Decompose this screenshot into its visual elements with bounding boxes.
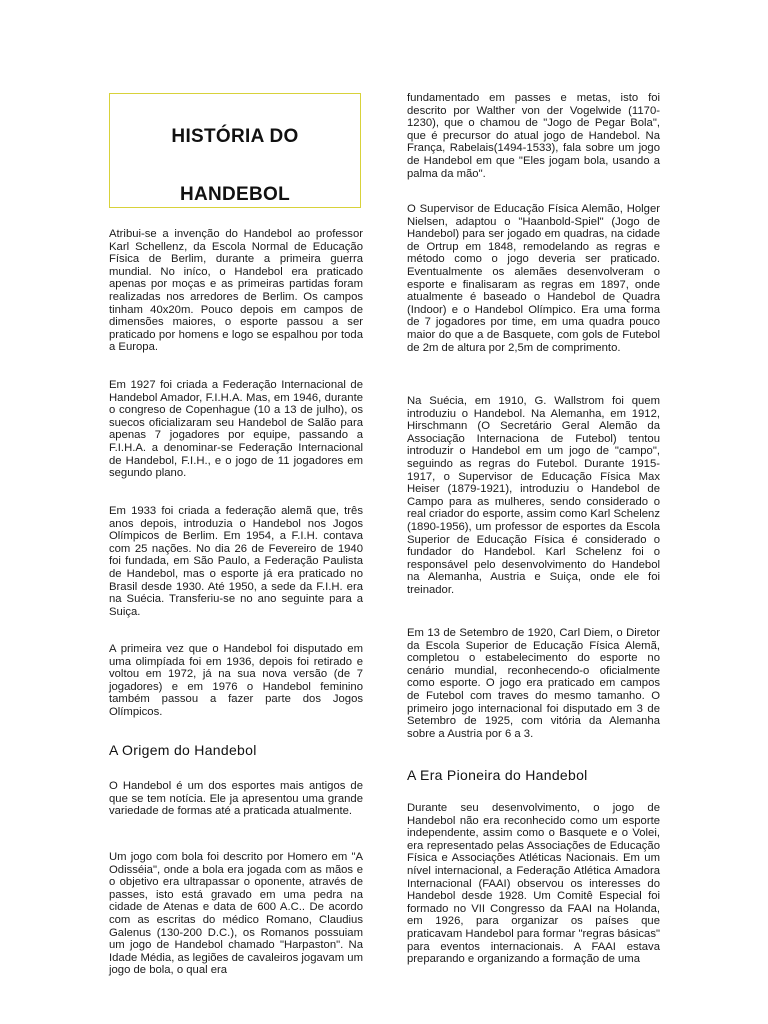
section-heading-era-pioneira: A Era Pioneira do Handebol bbox=[407, 767, 588, 783]
left-paragraph-1: Atribui-se a invenção do Handebol ao professor Karl Schellenz, da Escola Normal de Educação Física de Berlim, durante a primeira guerra mundial. No iníco, o Handebol era praticado apenas por moças e as primeiras partidas foram realizadas nos arredores de Berlim. Os campos tinham 40x20m. Pouco depois em campos de dimensões maiores, o esporte passou a ser praticado por homens e logo se espalhou por toda a Europa. bbox=[109, 228, 363, 354]
right-paragraph-2: O Supervisor de Educação Física Alemão, Holger Nielsen, adaptou o "Haanbold-Spiel" (Jogo de Handebol) para ser jogado em quadras, na cidade de Ortrup em 1848, remodelando as regras e método como o jogo deveria ser praticado. Eventualmente os alemães desenvolveram o esporte e finalisaram as regras em 1897, onde atualmente é baseado o Handebol de Quadra (Indoor) e o Handebol Olímpico. Era uma forma de 7 jogadores por time, em uma quadra pouco maior do que a de Basquete, com gols de Futebol de 2m de altura por 2,5m de comprimento. bbox=[407, 203, 660, 354]
right-paragraph-3: Na Suécia, em 1910, G. Wallstrom foi quem introduziu o Handebol. Na Alemanha, em 1912, Hirschmann (O Secretário Geral Alemão da Associação Internaciona de Futebol) tentou introduzir o Handebol em um jogo de "campo", seguindo as regras do Futebol. Durante 1915-1917, o Supervisor de Educação Física Max Heiser (1879-1921), introduziu o Handebol de Campo para as mulheres, sendo considerado o real criador do esporte, assim como Karl Schelenz (1890-1956), um professor de esportes da Escola Superior de Educação Física é considerado o fundador do Handebol. Karl Schelenz foi o responsável pelo desenvolvimento do Handebol na Alemanha, Austria e Suiça, onde ele foi treinador. bbox=[407, 395, 660, 596]
title-box bbox=[109, 93, 361, 208]
title-line-2: HANDEBOL bbox=[179, 184, 291, 205]
right-paragraph-1: fundamentado em passes e metas, isto foi descrito por Walther von der Vogelwide (1170-1230), que o chamou de "Jogo de Pegar Bola", que é precursor do atual jogo de Handebol. Na França, Rabelais(1494-1533), fala sobre um jogo de Handebol em que "Eles jogam bola, usando a palma da mão". bbox=[407, 92, 660, 180]
left-paragraph-5: O Handebol é um dos esportes mais antigos de que se tem notícia. Ele ja apresentou uma grande variedade de formas até a praticada atualmente. bbox=[109, 780, 363, 818]
left-paragraph-2: Em 1927 foi criada a Federação Internacional de Handebol Amador, F.I.H.A. Mas, em 1946, durante o congreso de Copenhague (10 a 13 de julho), os suecos oficializaram seu Handebol de Salão para apenas 7 jogadores por equipe, passando a F.I.H.A. a denominar-se Federação Internacional de Handebol, F.I.H., e o jogo de 11 jogadores em segundo plano. bbox=[109, 379, 363, 480]
right-paragraph-5: Durante seu desenvolvimento, o jogo de Handebol não era reconhecido como um esporte independente, assim como o Basquete e o Volei, era representado pelas Associações de Educação Física e Associações Atléticas Nacionais. Em um nível internacional, a Federação Atlética Amadora Internacional (FAAI) observou os interesses do Handebol desde 1928. Um Comitê Especial foi formado no VII Congresso da FAAI na Holanda, em 1926, para organizar os países que praticavam Handebol para formar "regras básicas" para eventos internacionais. A FAAI estava preparando e organizando a formação de uma bbox=[407, 802, 660, 966]
title-line-1: HISTÓRIA DO bbox=[171, 126, 299, 147]
section-heading-origem: A Origem do Handebol bbox=[109, 742, 257, 758]
left-paragraph-3: Em 1933 foi criada a federação alemã que, três anos depois, introduzia o Handebol nos Jogos Olímpicos de Berlim. Em 1954, a F.I.H. contava com 25 nações. No dia 26 de Fevereiro de 1940 foi fundada, em São Paulo, a Federação Paulista de Handebol, mas o esporte já era praticado no Brasil desde 1930. Até 1950, a sede da F.I.H. era na Suécia. Transferiu-se no ano seguinte para a Suiça. bbox=[109, 505, 363, 618]
left-paragraph-6: Um jogo com bola foi descrito por Homero em "A Odisséia", onde a bola era jogada com as mãos e o objetivo era ultrapassar o oponente, através de passes, isto está gravado em uma pedra na cidade de Atenas e data de 600 A.C.. De acordo com as escritas do médico Romano, Claudius Galenus (130-200 D.C.), os Romanos possuiam um jogo de Handebol chamado "Harpaston". Na Idade Média, as legiões de cavaleiros jogavam um jogo de bola, o qual era bbox=[109, 851, 363, 977]
right-paragraph-4: Em 13 de Setembro de 1920, Carl Diem, o Diretor da Escola Superior de Educação Física Alemã, completou o estabelecimento do esporte no cenário mundial, reconhecendo-o oficialmente como esporte. O jogo era praticado em campos de Futebol com traves do mesmo tamanho. O primeiro jogo internacional foi disputado em 3 de Setembro de 1925, com vitória da Alemanha sobre a Austria por 6 a 3. bbox=[407, 627, 660, 740]
left-paragraph-4: A primeira vez que o Handebol foi disputado em uma olimpíada foi em 1936, depois foi retirado e voltou em 1972, já na sua nova versão (de 7 jogadores) e em 1976 o Handebol feminino também passou a fazer parte dos Jogos Olímpicos. bbox=[109, 643, 363, 718]
